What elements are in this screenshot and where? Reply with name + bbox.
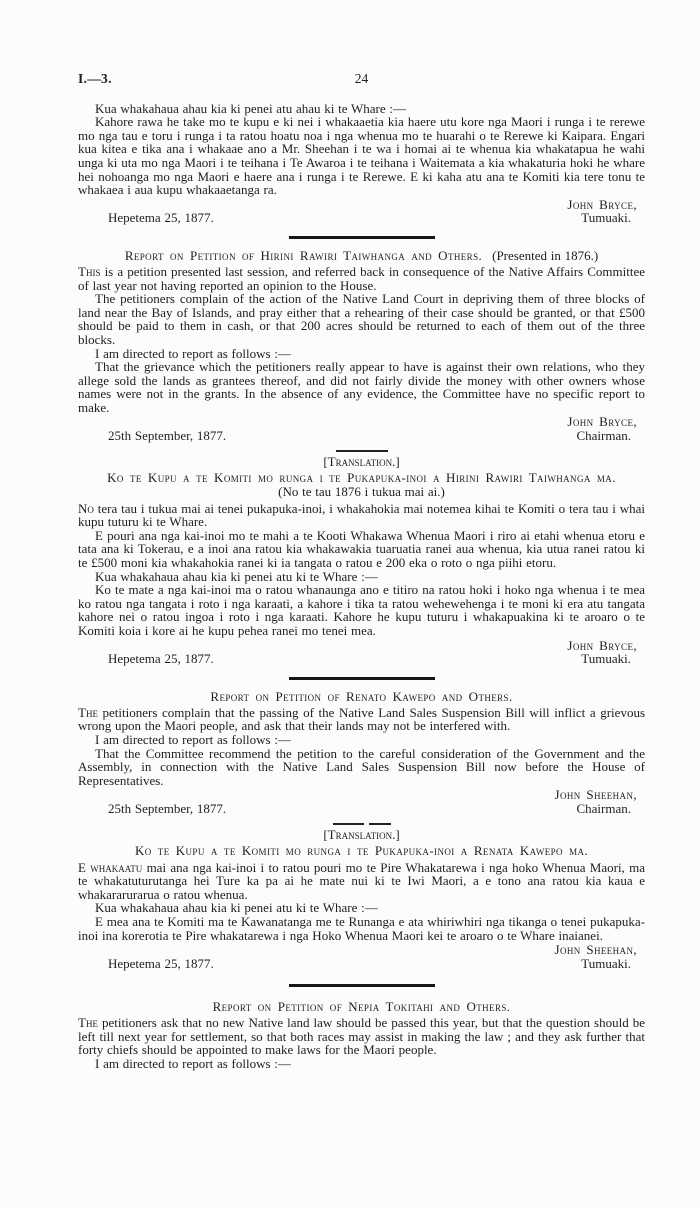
signature-block [78,639,645,666]
paragraph: I am directed to report as follows :— [95,345,291,361]
paragraph: E pouri ana nga kai-inoi mo te mahi a te Kooti Whakawa Whenua Maori i riro ai etahi whenua etoru e tata ana ki Tokerau, e a inoi ana ratou kia whakawakia tuaruatia ranei aua whenua, kia utua ranei ratou ki te £500 moni kia whakahokia ranei ki ia tangata o ratou e 200 eka o roto o nga piihi etoru. [78,527,645,571]
page-number: 24 [354,71,369,86]
signature-title: Tumuaki. [581,210,631,226]
translation-label: [Translation.] [323,826,400,842]
signature-row [78,429,645,443]
signature-block [78,415,645,442]
paragraph: That the Committee recommend the petition to the careful consideration of the Government and the Assembly, in connection with the Native Land Sales Suspension Bill now before the House of Representatives. [78,745,645,788]
signature-row [78,652,645,666]
paragraph: I am directed to report as follows :— [95,731,291,747]
paragraph: E whakaatu mai ana nga kai-inoi i to ratou pouri mo te Pire Whakatarewa i nga hoko Whenua Maori, ma te whakatuturutanga hei Ture ka pa ai he mate nui ki te Iwi Maori, a e tono ana ratou kia kaua e whakararurarua o ratou whenua. [78,859,645,902]
signature-title: Tumuaki. [581,651,631,667]
translation-label: [Translation.] [323,453,400,469]
signature-name: John Bryce, [567,637,637,653]
signature-block [78,943,645,970]
paragraph: That the grievance which the petitioners really appear to have is against their own relations, who they allege sold the lands as grantees thereof, and did not fairly divide the money with other owners whose names were not in the grants. In the absence of any evidence, the Committee have no specific report to make. [78,359,645,415]
page-header [78,72,645,86]
signature-name: John Bryce, [567,196,637,212]
signature-name: John Sheehan, [554,942,637,958]
report-heading: Report on Petition of Renato Kawepo and Others. [210,688,513,704]
report-heading: Report on Petition of Nepia Tokitahi and Others. [212,999,511,1015]
paragraph: The petitioners complain that the passing of the Native Land Sales Suspension Bill will inflict a grievous wrong upon the Maori people, and ask that their lands may not be interfered with. [78,704,645,734]
paragraph: No tera tau i tukua mai ai tenei pukapuka-inoi, i whakahokia mai notemea kihai te Komiti o tera tau i whai kupu tuturu ki te Whare. [78,500,645,530]
paragraph: Kua whakahaua ahau kia ki penei atu ahau ki te Whare :— [95,100,406,116]
signature-date: Hepetema 25, 1877. [108,955,214,971]
paragraph: Kahore rawa he take mo te kupu e ki nei i whakaaetia kia haere utu kore nga Maori i runga i te rerewe mo nga tau e toru i runga i ta ratou hoatu noa i nga whenua mo te huarahi o te Rerewe ki Kaipara. Engari kua kitea e tika ana i whakaae ano a Mr. Sheehan i te wa i homai ai te whenua kia whakatapua he wahi unga ki uta mo nga Maori i te teihana i Te Awaroa i te teihana i Waitemata a kia whakaturia hoki he whare hei nohoanga mo nga Maori e haere ana i runga i te Rerewe. E ki kaha atu ana te Komiti kia tere tonu te whakaea i aua kupu whakaaetanga ra. [78,114,645,198]
section-report-tokitahi [78,999,645,1070]
signature-title: Tumuaki. [581,955,631,971]
section-report-taiwhanga [78,248,645,443]
signature-title: Chairman. [576,428,631,444]
section-divider-rule [289,677,435,680]
paragraph: The petitioners ask that no new Native land law should be passed this year, but that the question should be left till next year for settlement, so that both races may assist in making the law ; and they ask further that forty chiefs should be appointed to make laws for the Maori people. [78,1015,645,1058]
doc-ref: I.—3. [78,71,112,86]
maori-heading: Ko te Kupu a te Komiti mo runga i te Pukapuka-inoi a Hirini Rawiri Taiwhanga ma. [107,469,616,485]
signature-row [78,211,645,225]
section-translation-kawepo [78,828,645,971]
signature-date: Hepetema 25, 1877. [108,210,214,226]
heading-note: (Presented in 1876.) [492,247,599,263]
paragraph: E mea ana te Komiti ma te Kawanatanga me te Runanga e ata whiriwhiri nga tikanga o tenei pukapuka-inoi ina korerotia te Pire whakatarewa i nga Hoko Whenua Maori kei te aroaro o te Whare inaianei. [78,913,645,943]
signature-date: 25th September, 1877. [108,800,227,816]
paragraph: The petitioners complain of the action of the Native Land Court in depriving them of three blocks of land near the Bay of Islands, and pray either that a rehearing of their case should be granted, or that £500 should be paid to them in cash, or that 200 acres should be returned to each of them out of the three blocks. [78,291,645,347]
section-translation-taiwhanga [78,455,645,666]
signature-block [78,788,645,815]
translation-divider-rule [336,450,388,452]
paragraph: I am directed to report as follows :— [95,1056,291,1072]
section-continuation [78,102,645,225]
paragraph: Kua whakahaua ahau kia ki penei atu ki te Whare :— [95,900,378,916]
report-heading: Report on Petition of Hirini Rawiri Taiwhanga and Others. (Presented in 1876.) [124,247,599,263]
signature-row [78,802,645,816]
paragraph: This is a petition presented last session, and referred back in consequence of the Native Affairs Committee of last year not having reported an opinion to the House. [78,263,645,293]
signature-date: 25th September, 1877. [108,428,227,444]
translation-divider-rule [333,823,391,825]
signature-date: Hepetema 25, 1877. [108,651,214,667]
signature-row [78,957,645,971]
signature-name: John Bryce, [567,414,637,430]
section-report-kawepo [78,689,645,816]
maori-heading: Ko te Kupu a te Komiti mo runga i te Pukapuka-inoi a Renata Kawepo ma. [134,842,589,858]
paragraph: Ko te mate a nga kai-inoi ma o ratou whanaunga ano e titiro na ratou hoki i hoko nga whenua i te mea ko ratou nga tangata i roto i nga karaati, a kahore i tika ta ratou wehewehenga i te moni ki era atu tangata kahore nei o ratou ingoa i roto i nga karaati. Kahore he kupu tuturu i whakapuakina ki te aroaro o te Komiti koia i kore ai he kupu pehea ranei mo tenei mea. [78,582,645,638]
section-divider-rule [289,236,435,239]
signature-name: John Sheehan, [554,787,637,803]
signature-title: Chairman. [576,800,631,816]
section-divider-rule [289,984,435,987]
heading-subnote: (No te tau 1876 i tukua mai ai.) [278,483,445,499]
paragraph: Kua whakahaua ahau kia ki penei atu ki te Whare :— [95,568,378,584]
signature-block [78,198,645,225]
